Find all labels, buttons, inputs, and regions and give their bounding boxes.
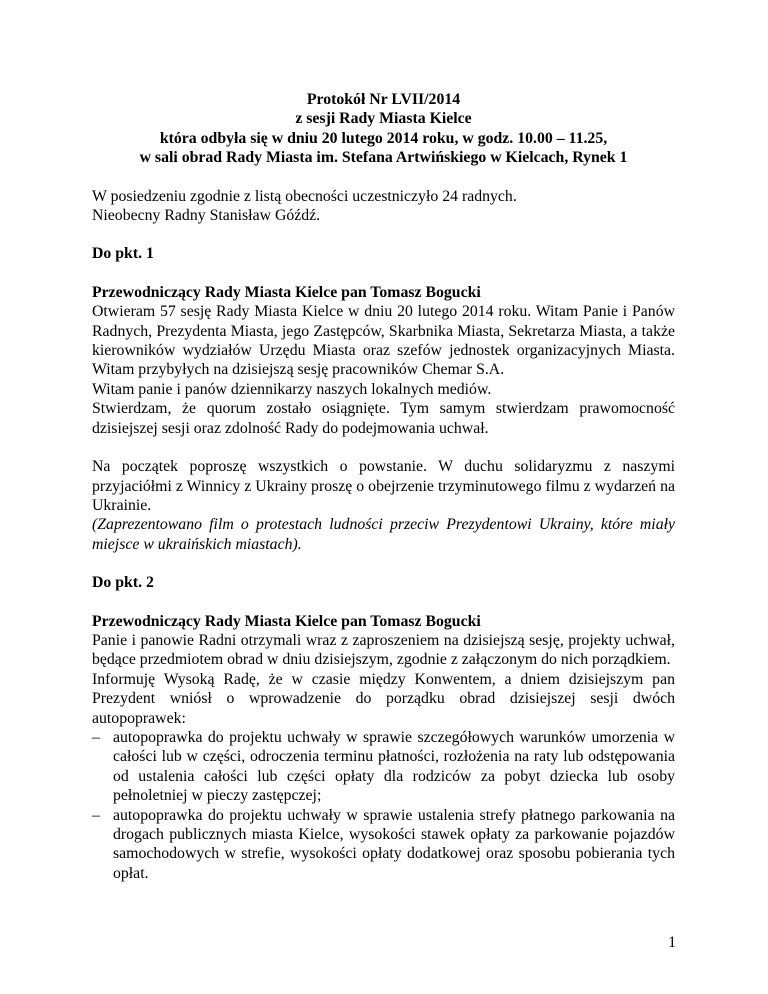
section-2-paragraph-2: Informuję Wysoką Radę, że w czasie między Konwentem, a dniem dzisiejszym pan Prezydent wniósł o wprowadzenie do porządku obrad dzisiejszej sesji dwóch autopoprawek: [92,670,675,727]
list-item-text: autopoprawka do projektu uchwały w sprawie szczegółowych warunków umorzenia w całości lub w części, odroczenia terminu płatności, rozłożenia na raty lub odstępowania od ustalenia całości lub części opłaty dla rodziców za pobyt dziecka lub osoby pełnoletniej w pieczy zastępczej; [113,728,675,805]
section-1-note: (Zaprezentowano film o protestach ludności przeciw Prezydentowi Ukrainy, które miały miejsce w ukraińskich miastach). [92,516,675,553]
dash-bullet: – [92,806,100,824]
section-1-continued [92,457,675,554]
list-item-text: autopoprawka do projektu uchwały w sprawie ustalenia strefy płatnego parkowania na drogach publicznych miasta Kielce, wysokości stawek opłaty za parkowanie pojazdów samochodowych w strefie, wysokości opłaty dodatkowej oraz sposobu pobierania tych opłat. [113,806,675,882]
section-2-speaker: Przewodniczący Rady Miasta Kielce pan Tomasz Bogucki [92,612,481,630]
section-2 [92,612,675,884]
title-line-1: Protokół Nr LVII/2014 [306,91,461,108]
section-1-paragraph-1: Otwieram 57 sesję Rady Miasta Kielce w dniu 20 lutego 2014 roku. Witam Panie i Panów Radnych, Prezydenta Miasta, jego Zastępców, Skarbnika Miasta, Sekretarza Miasta, a także kierowników wydziałów Urzędu Miasta oraz szefów jednostek organizacyjnych Miasta. Witam przybyłych na dzisiejszą sesję pracowników Chemar S.A. [92,303,675,379]
section-1 [92,283,675,438]
page-number: 1 [668,934,676,951]
document-title [92,90,675,168]
attendance-line-2: Nieobecny Radny Stanisław Góźdź. [92,207,321,225]
dash-bullet: – [92,728,100,746]
title-line-3: która odbyła się w dniu 20 lutego 2014 roku, w godz. 10.00 – 11.25, [159,129,608,147]
attendance-line-1: W posiedzeniu zgodnie z listą obecności uczestniczyło 24 radnych. [92,187,517,205]
section-1-heading: Do pkt. 1 [92,245,154,263]
amendment-list [92,728,675,883]
title-line-4: w sali obrad Rady Miasta im. Stefana Artwińskiego w Kielcach, Rynek 1 [139,149,628,167]
list-item [92,728,675,806]
list-item [92,806,675,884]
section-1-paragraph-4: Na początek poproszę wszystkich o powstanie. W duchu solidaryzmu z naszymi przyjaciółmi z Winnicy z Ukrainy proszę o obejrzenie trzyminutowego filmu z wydarzeń na Ukrainie. [92,458,675,514]
section-1-speaker: Przewodniczący Rady Miasta Kielce pan Tomasz Bogucki [92,283,481,301]
section-2-heading: Do pkt. 2 [92,574,154,592]
document-page [92,90,675,883]
attendance [92,187,675,226]
section-1-paragraph-2: Witam panie i panów dziennikarzy naszych lokalnych mediów. [92,380,492,398]
section-1-paragraph-3: Stwierdzam, że quorum zostało osiągnięte. Tym samym stwierdzam prawomocność dzisiejszej sesji oraz zdolność Rady do podejmowania uchwał. [92,400,675,437]
section-2-paragraph-1: Panie i panowie Radni otrzymali wraz z zaproszeniem na dzisiejszą sesję, projekty uchwał, będące przedmiotem obrad w dniu dzisiejszym, zgodnie z załączonym do nich porządkiem. [92,631,675,669]
title-line-2: z sesji Rady Miasta Kielce [295,110,472,128]
